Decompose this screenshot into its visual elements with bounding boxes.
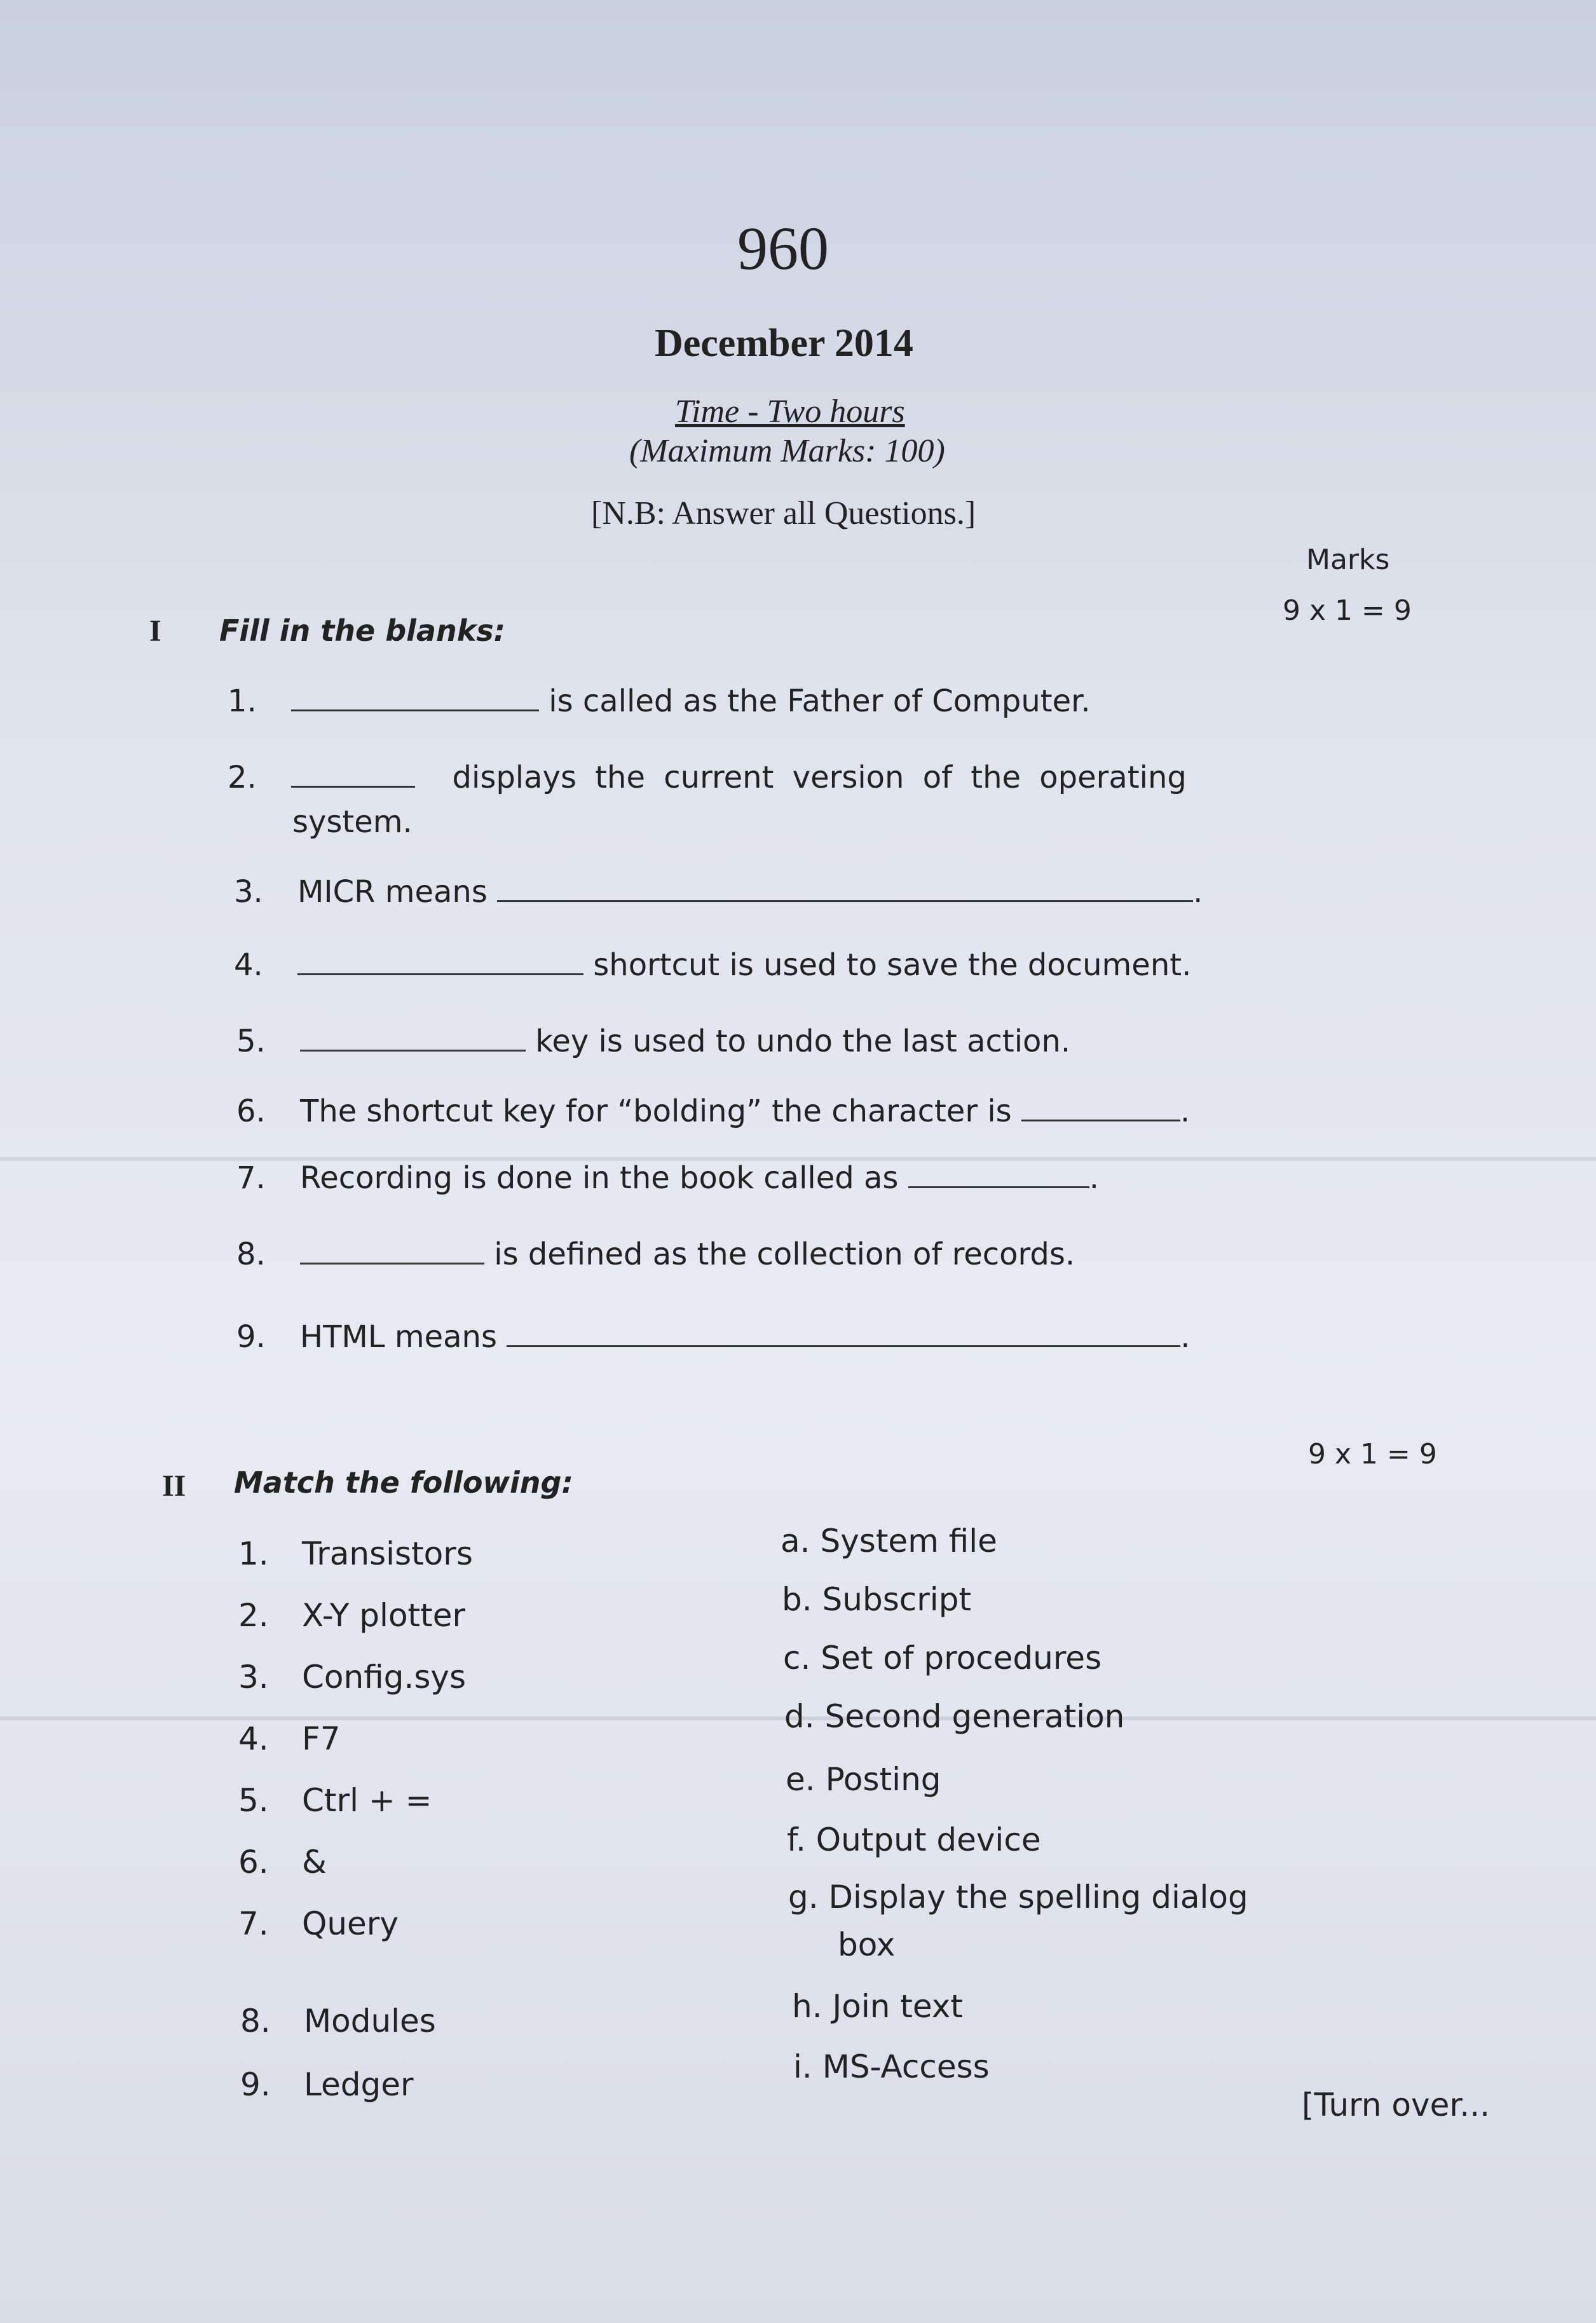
item-letter: a. [781, 1523, 810, 1559]
match-left-item [238, 1535, 473, 1572]
match-right-item [783, 1640, 1102, 1676]
section-marks: 9 x 1 = 9 [1308, 1438, 1437, 1470]
item-text: Config.sys [302, 1659, 467, 1696]
item-text: F7 [302, 1720, 341, 1757]
instructions: [N.B: Answer all Questions.] [591, 495, 976, 531]
item-number: 7. [238, 1905, 269, 1942]
item-number: 9. [240, 2066, 271, 2103]
item-number: 2. [238, 1597, 269, 1634]
question [236, 1160, 1099, 1196]
question-number: 5. [236, 1024, 266, 1059]
question [234, 874, 1203, 910]
match-left-item [240, 2066, 414, 2103]
question-continuation: system. [292, 804, 413, 840]
question-text: is defined as the collection of records. [494, 1237, 1075, 1272]
question [234, 947, 1191, 983]
question-text: . [1180, 1319, 1190, 1355]
question [228, 683, 1091, 719]
item-text: Ledger [304, 2066, 414, 2103]
match-left-item [240, 2003, 436, 2039]
item-text: Second generation [824, 1698, 1125, 1735]
answer-blank [300, 1024, 526, 1052]
match-right-item [787, 1821, 1041, 1858]
answer-blank [1021, 1094, 1180, 1121]
question-text: MICR means [297, 874, 488, 910]
item-text: & [302, 1844, 327, 1881]
answer-blank [291, 760, 415, 788]
answer-blank [908, 1161, 1089, 1188]
match-right-item-continuation: box [838, 1926, 896, 1963]
section-title: Match the following: [234, 1465, 573, 1500]
match-left-item [238, 1659, 466, 1696]
exam-duration: Time - Two hours [675, 394, 905, 430]
match-right-item [782, 1581, 971, 1618]
item-text: X-Y plotter [302, 1597, 466, 1634]
item-number: 3. [238, 1659, 269, 1696]
question [236, 1093, 1190, 1129]
answer-blank [297, 948, 583, 975]
item-text: Transistors [302, 1535, 473, 1572]
question-number: 3. [234, 874, 263, 910]
match-left-item [238, 1720, 341, 1757]
question-text: The shortcut key for “bolding” the character is [300, 1093, 1012, 1129]
question-number: 8. [236, 1237, 266, 1272]
item-text: MS-Access [822, 2048, 990, 2085]
item-text: Join text [832, 1988, 963, 2025]
match-left-item [238, 1844, 327, 1881]
item-text: Ctrl + = [302, 1782, 432, 1819]
item-text: Display the spelling dialog [828, 1879, 1248, 1915]
item-number: 5. [238, 1782, 269, 1819]
item-number: 1. [238, 1535, 269, 1572]
question-number: 1. [228, 683, 257, 719]
item-number: 8. [240, 2003, 271, 2039]
item-number: 6. [238, 1844, 269, 1881]
question-number: 4. [234, 947, 263, 983]
item-number: 4. [238, 1720, 269, 1757]
item-letter: i. [793, 2048, 812, 2085]
item-letter: f. [787, 1821, 806, 1858]
question [236, 1024, 1070, 1059]
item-text: System file [820, 1523, 997, 1559]
item-letter: b. [782, 1581, 812, 1618]
item-text: Query [302, 1905, 399, 1942]
question-text: key is used to undo the last action. [535, 1024, 1071, 1059]
section-number: I [149, 614, 161, 648]
item-text: Output device [815, 1821, 1041, 1858]
match-right-item [781, 1523, 997, 1559]
answer-blank [507, 1320, 1180, 1347]
question-number: 2. [228, 760, 257, 795]
question-number: 9. [236, 1319, 266, 1355]
item-text: Set of procedures [821, 1640, 1102, 1676]
question [236, 1319, 1190, 1355]
item-letter: d. [784, 1698, 815, 1735]
question-text: displays the current version of the operating [452, 760, 1187, 795]
match-left-item [238, 1597, 465, 1634]
section-title: Fill in the blanks: [219, 613, 506, 648]
question [228, 760, 1187, 795]
question [236, 1237, 1075, 1272]
match-left-item [238, 1905, 399, 1942]
item-letter: g. [788, 1879, 819, 1915]
question-number: 6. [236, 1093, 266, 1129]
item-letter: c. [783, 1640, 811, 1676]
item-text: Posting [825, 1761, 941, 1798]
exam-date: December 2014 [655, 322, 913, 365]
answer-blank [300, 1237, 484, 1264]
question-text: . [1193, 874, 1203, 910]
match-left-item [238, 1782, 432, 1819]
paper-code: 960 [737, 214, 829, 282]
max-marks: (Maximum Marks: 100) [629, 433, 945, 469]
match-right-item [786, 1761, 941, 1798]
question-text: is called as the Father of Computer. [549, 683, 1091, 719]
answer-blank [291, 684, 539, 711]
question-text: . [1089, 1160, 1099, 1196]
answer-blank [497, 875, 1193, 902]
item-letter: h. [792, 1988, 822, 2025]
item-letter: e. [786, 1761, 815, 1798]
section-number: II [162, 1469, 186, 1503]
question-text: shortcut is used to save the document. [593, 947, 1192, 983]
match-right-item [793, 2048, 990, 2085]
match-right-item [784, 1698, 1124, 1735]
marks-column-header: Marks [1306, 544, 1390, 576]
question-number: 7. [236, 1160, 266, 1196]
section-marks: 9 x 1 = 9 [1283, 594, 1412, 627]
item-text: Subscript [822, 1581, 972, 1618]
question-text: HTML means [300, 1319, 497, 1355]
item-text: Modules [304, 2003, 436, 2039]
match-right-item [792, 1988, 963, 2025]
match-right-item [788, 1879, 1248, 1915]
question-text: . [1180, 1093, 1190, 1129]
question-text: Recording is done in the book called as [300, 1160, 899, 1196]
turn-over-note: [Turn over... [1302, 2087, 1490, 2123]
